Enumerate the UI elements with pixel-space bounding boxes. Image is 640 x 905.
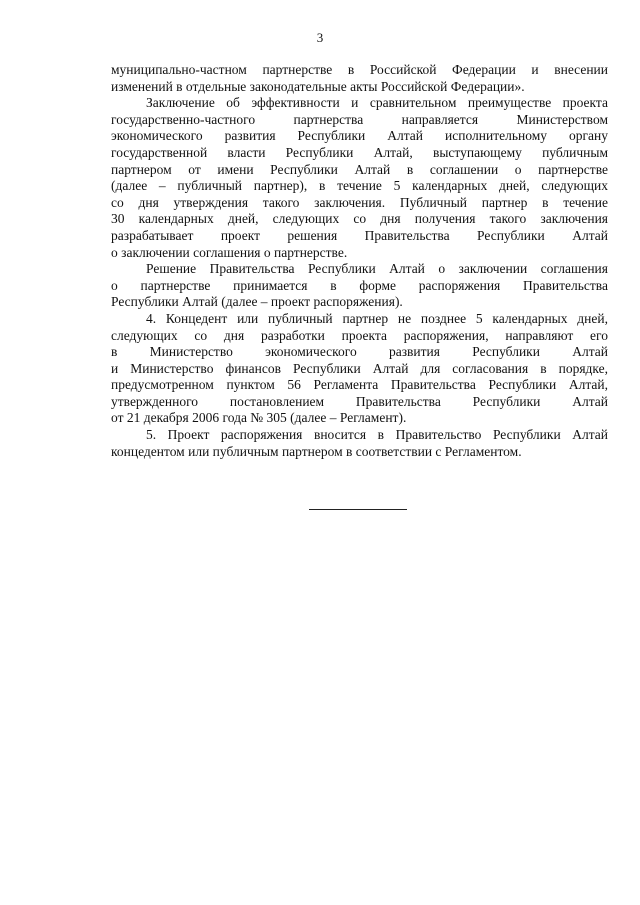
text-line: и Министерство финансов Республики Алтай для согласования в порядке, xyxy=(111,360,608,376)
text-line: разрабатывает проект решения Правительства Республики Алтай xyxy=(111,227,608,243)
text-line: предусмотренном пунктом 56 Регламента Правительства Республики Алтай, xyxy=(111,377,608,393)
text-line: о заключении соглашения о партнерстве. xyxy=(111,244,348,260)
paragraph xyxy=(111,62,608,95)
text-line: Заключение об эффективности и сравнительном преимуществе проекта xyxy=(146,95,608,111)
text-line: в Министерство экономического развития Республики Алтай xyxy=(111,344,608,360)
text-line: от 21 декабря 2006 года № 305 (далее – Регламент). xyxy=(111,410,407,426)
text-line: 30 календарных дней, следующих со дня получения такого заключения xyxy=(111,211,608,227)
document-body xyxy=(111,62,608,460)
text-line: экономического развития Республики Алтай исполнительному органу xyxy=(111,128,608,144)
text-line: о партнерстве принимается в форме распоряжения Правительства xyxy=(111,277,608,293)
paragraph xyxy=(111,261,608,311)
text-line: 4. Концедент или публичный партнер не позднее 5 календарных дней, xyxy=(146,310,608,326)
text-line: Республики Алтай (далее – проект распоряжения). xyxy=(111,294,403,310)
text-line: государственно-частного партнерства направляется Министерством xyxy=(111,111,608,127)
paragraph xyxy=(111,311,608,427)
end-of-text-rule xyxy=(309,509,407,510)
text-line: со дня утверждения такого заключения. Публичный партнер в течение xyxy=(111,194,608,210)
page-number: 3 xyxy=(316,30,324,45)
text-line: следующих со дня разработки проекта распоряжения, направляют его xyxy=(111,327,608,343)
paragraph xyxy=(111,95,608,261)
text-line: Решение Правительства Республики Алтай о заключении соглашения xyxy=(146,261,608,277)
text-line: изменений в отдельные законодательные акты Российской Федерации». xyxy=(111,78,525,94)
text-line: партнером от имени Республики Алтай в соглашении о партнерстве xyxy=(111,161,608,177)
text-line: концедентом или публичным партнером в соответствии с Регламентом. xyxy=(111,443,522,459)
text-line: (далее – публичный партнер), в течение 5 календарных дней, следующих xyxy=(111,178,608,194)
text-line: утвержденного постановлением Правительства Республики Алтай xyxy=(111,393,608,409)
text-line: государственной власти Республики Алтай, выступающему публичным xyxy=(111,144,608,160)
paragraph xyxy=(111,427,608,460)
text-line: муниципально-частном партнерстве в Российской Федерации и внесении xyxy=(111,62,608,77)
text-line: 5. Проект распоряжения вносится в Правительство Республики Алтай xyxy=(146,427,608,443)
